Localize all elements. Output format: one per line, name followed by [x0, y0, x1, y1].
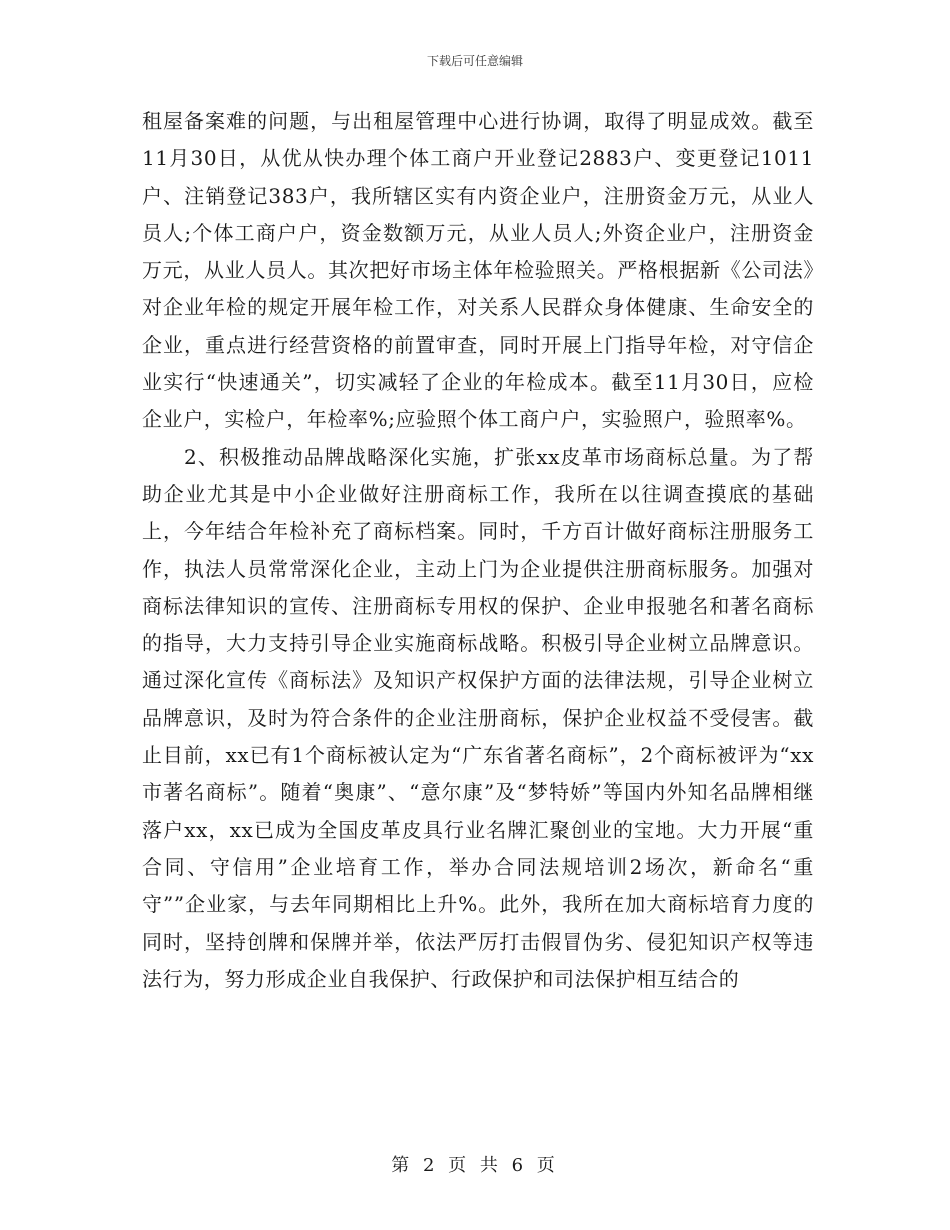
paragraph-1: 租屋备案难的问题，与出租屋管理中心进行协调，取得了明显成效。截至11月30日，从优从快办理个体工商户开业登记2883户、变更登记1011户、注销登记383户，我所辖区实有内资企业户，注册资金万元，从业人员人;个体工商户户，资金数额万元，从业人员人;外资企业户，注册资金万元，从业人员人。其次把好市场主体年检验照关。严格根据新《公司法》对企业年检的规定开展年检工作，对关系人民群众身体健康、生命安全的企业，重点进行经营资格的前置审查，同时开展上门指导年检，对守信企业实行“快速通关”，切实减轻了企业的年检成本。截至11月30日，应检企业户，实检户，年检率%;应验照个体工商户户，实验照户，验照率%。: [142, 109, 814, 432]
page-number: 第 2 页 共 6 页: [391, 1155, 559, 1176]
page-header: 下载后可任意编辑: [426, 54, 523, 68]
document-body: [142, 103, 814, 998]
paragraph-2: 2、积极推动品牌战略深化实施，扩张xx皮革市场商标总量。为了帮助企业尤其是中小企业做好注册商标工作，我所在以往调查摸底的基础上，今年结合年检补充了商标档案。同时，千方百计做好商标注册服务工作，执法人员常常深化企业，主动上门为企业提供注册商标服务。加强对商标法律知识的宣传、注册商标专用权的保护、企业申报驰名和著名商标的指导，大力支持引导企业实施商标战略。积极引导企业树立品牌意识。通过深化宣传《商标法》及知识产权保护方面的法律法规，引导企业树立品牌意识，及时为符合条件的企业注册商标，保护企业权益不受侵害。截止目前，xx已有1个商标被认定为“广东省著名商标”，2个商标被评为“xx市著名商标”。随着“奥康”、“意尔康”及“梦特娇”等国内外知名品牌相继落户xx，xx已成为全国皮革皮具行业名牌汇聚创业的宝地。大力开展“重合同、守信用”企业培育工作，举办合同法规培训2场次，新命名“重守””企业家，与去年同期相比上升%。此外，我所在加大商标培育力度的同时，坚持创牌和保牌并举，依法严厉打击假冒伪劣、侵犯知识产权等违法行为，努力形成企业自我保护、行政保护和司法保护相互结合的: [142, 444, 814, 991]
